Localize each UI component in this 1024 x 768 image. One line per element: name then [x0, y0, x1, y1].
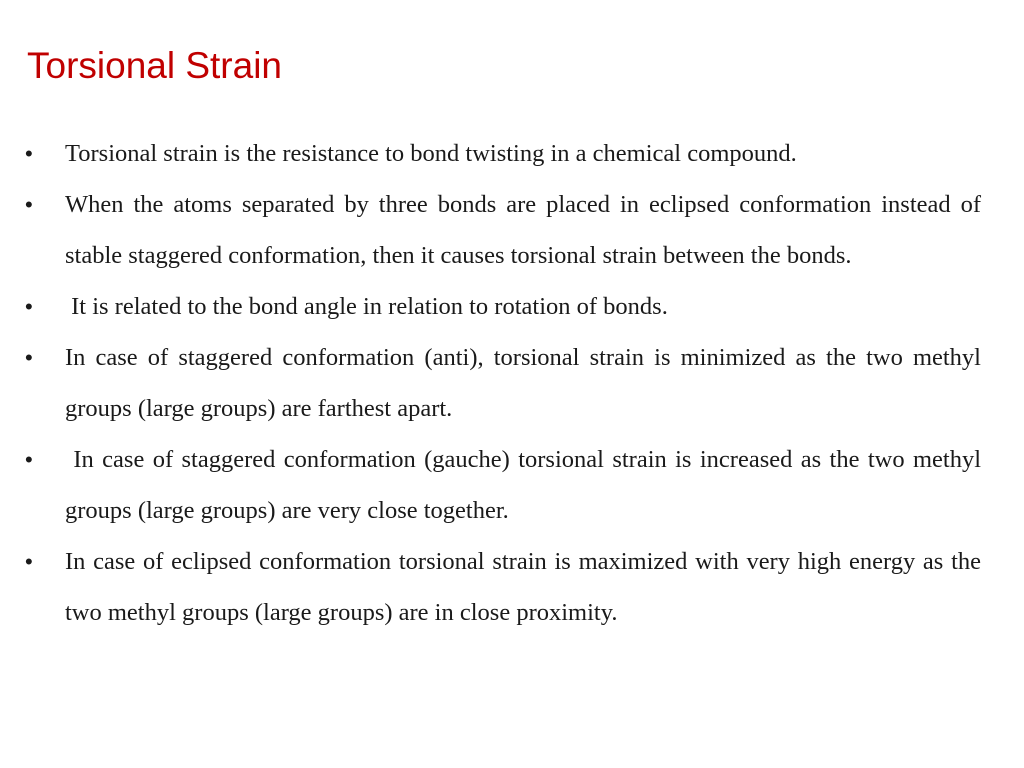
- bullet-icon: •: [25, 549, 33, 574]
- bullet-item-1: [25, 128, 981, 179]
- bullet-text: It is related to the bond angle in relation to rotation of bonds.: [65, 293, 668, 320]
- bullet-item-5: [25, 434, 988, 536]
- bullet-item-4: [25, 332, 981, 434]
- bullet-icon: •: [25, 294, 33, 319]
- slide-title: Torsional Strain: [27, 45, 283, 86]
- bullet-icon: •: [25, 141, 33, 166]
- bullet-item-3: [25, 281, 981, 332]
- bullet-list: [25, 128, 988, 638]
- bullet-item-2: [25, 179, 981, 281]
- bullet-text: In case of staggered conformation (gauche) torsional strain is increased as the two methyl groups (large groups) are very close together.: [65, 446, 988, 524]
- bullet-icon: •: [25, 447, 33, 472]
- bullet-text: When the atoms separated by three bonds are placed in eclipsed conformation instead of stable staggered conformation, then it causes torsional strain between the bonds.: [65, 191, 981, 269]
- bullet-text: In case of eclipsed conformation torsional strain is maximized with very high energy as the two methyl groups (large groups) are in close proximity.: [65, 548, 981, 626]
- bullet-text: In case of staggered conformation (anti), torsional strain is minimized as the two methyl groups (large groups) are farthest apart.: [65, 344, 981, 422]
- bullet-icon: •: [25, 192, 33, 217]
- bullet-icon: •: [25, 345, 33, 370]
- bullet-item-6: [25, 536, 981, 638]
- bullet-text: Torsional strain is the resistance to bond twisting in a chemical compound.: [65, 140, 797, 167]
